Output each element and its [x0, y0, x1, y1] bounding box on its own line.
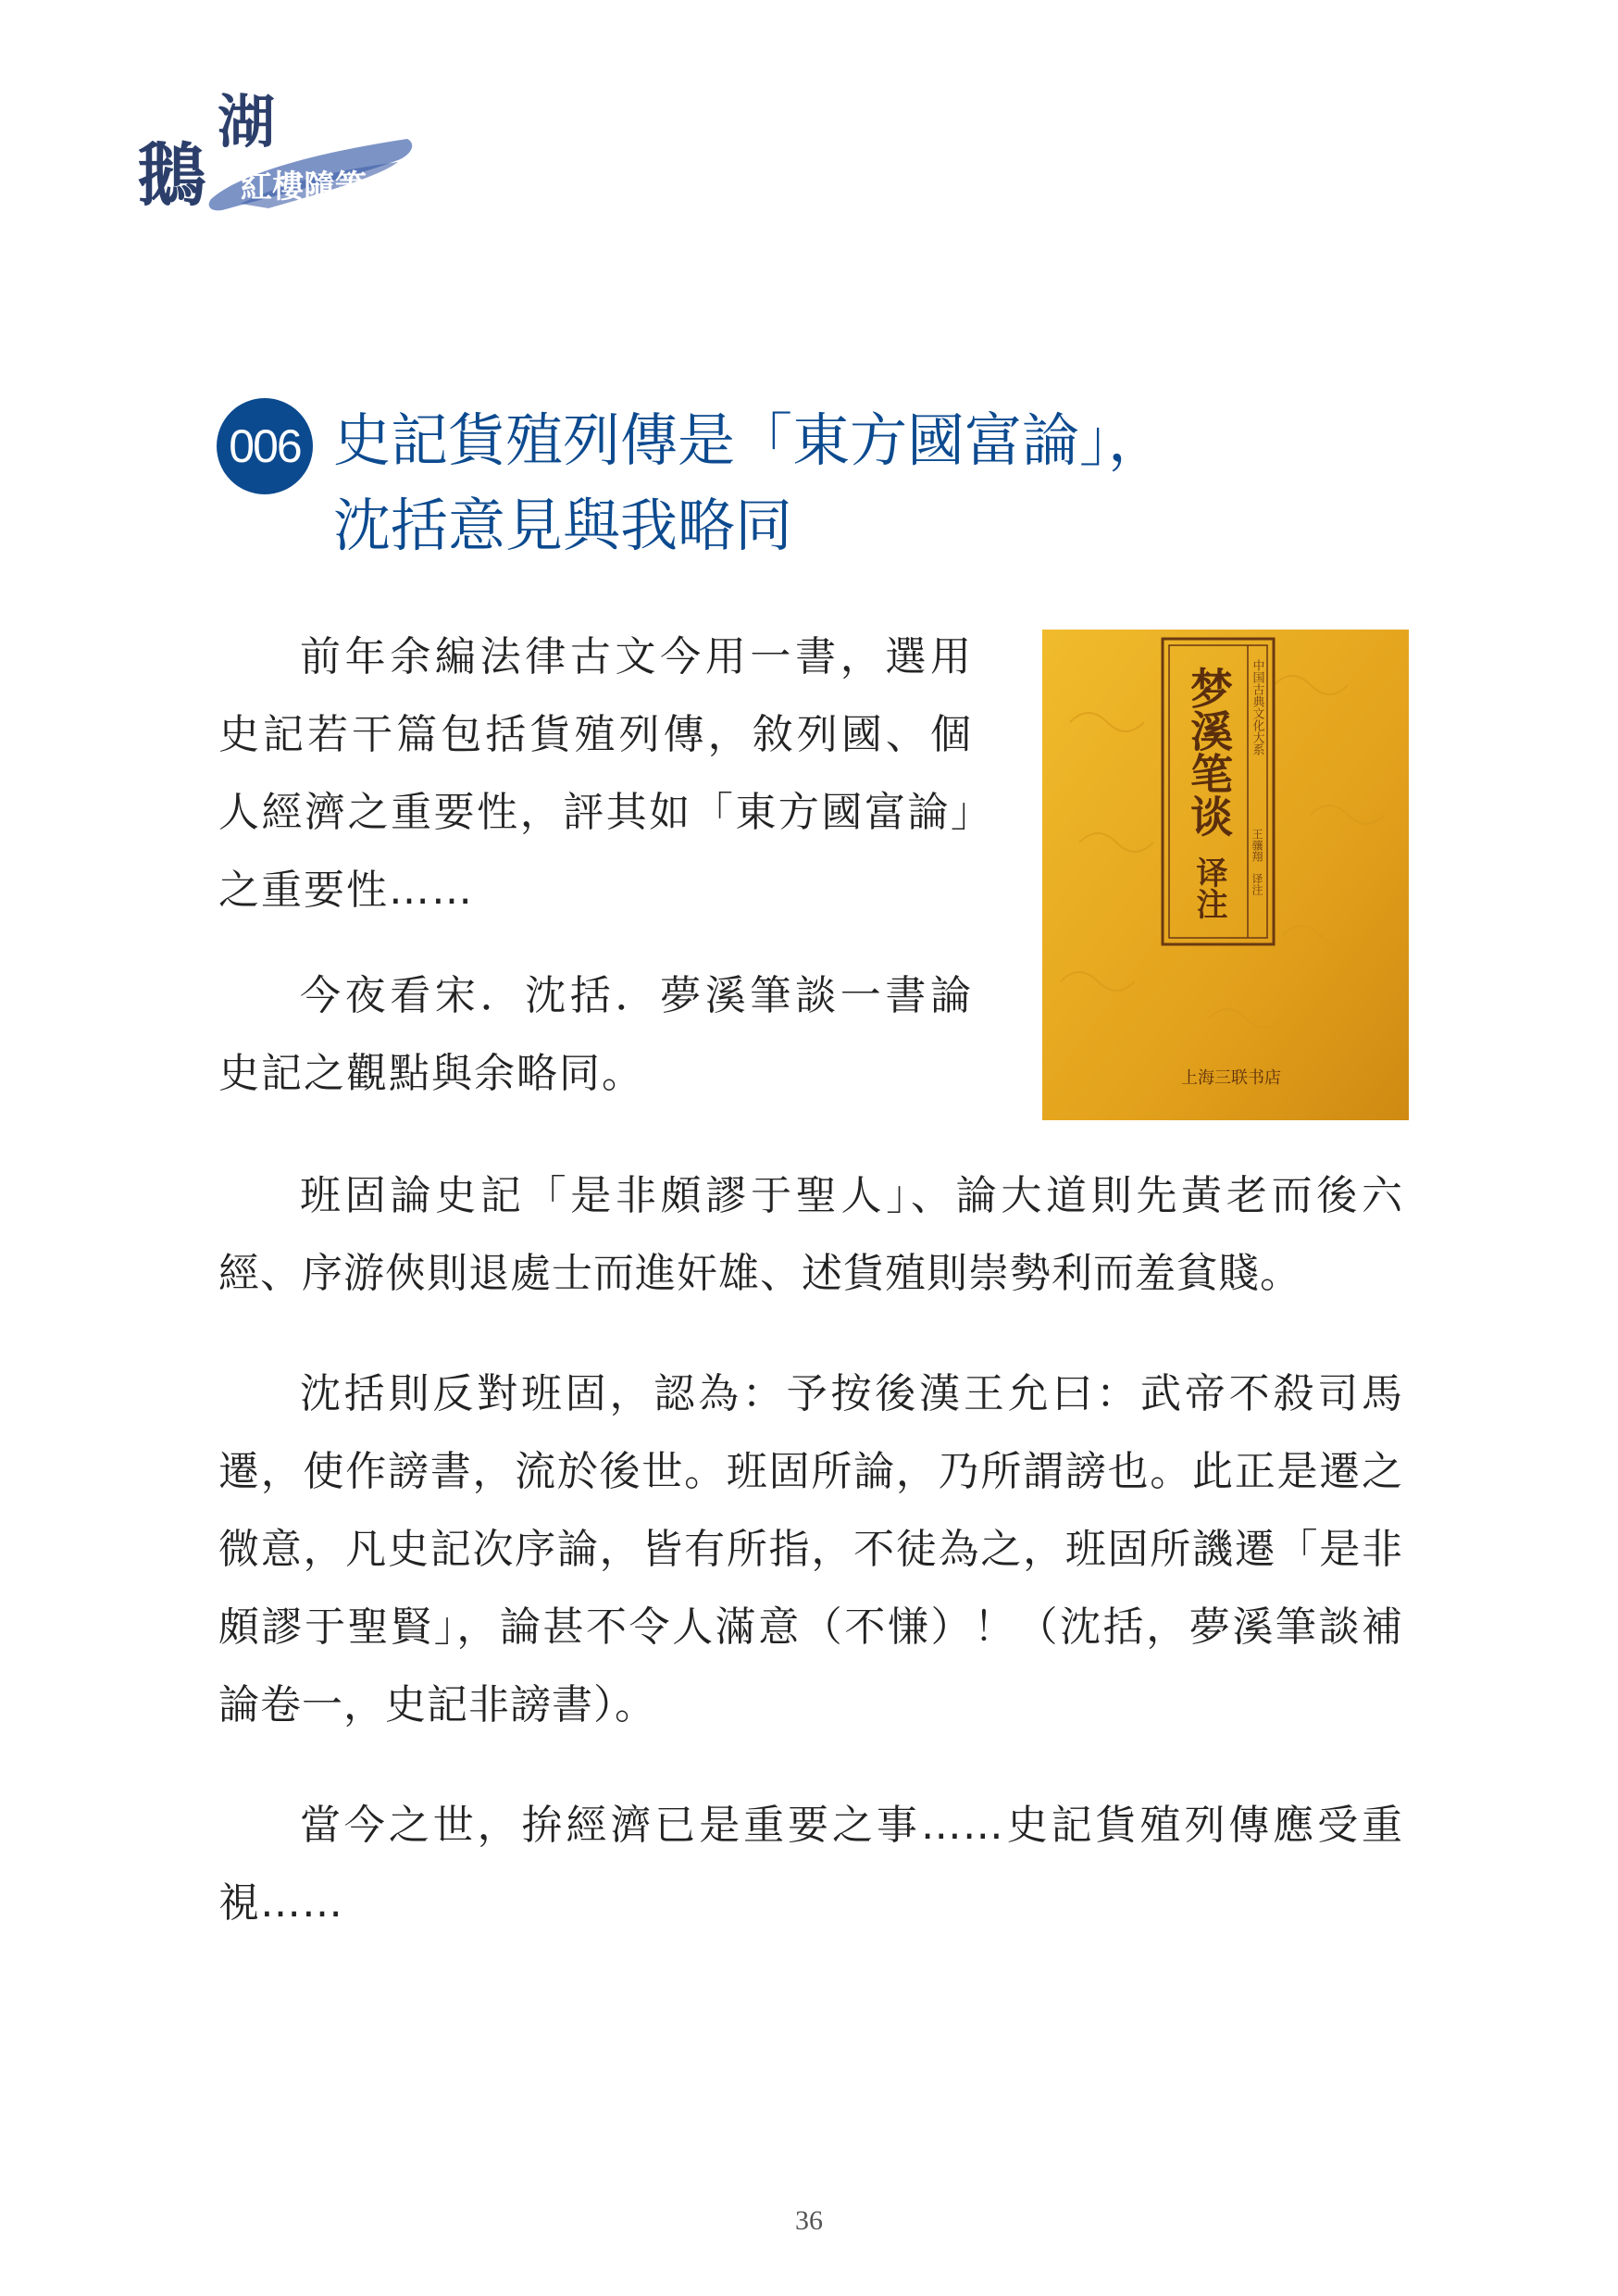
svg-text:湖: 湖: [218, 88, 276, 156]
chapter-number-badge: 006: [217, 398, 313, 494]
book-publisher-text: 上海三联书店: [1181, 1068, 1281, 1088]
page-number: 36: [795, 2205, 823, 2236]
book-subtitle-text: 译注: [1190, 856, 1227, 919]
svg-text:鵝: 鵝: [137, 136, 205, 216]
chapter-title-line: 沈括意見與我略同: [333, 492, 793, 559]
paragraph: 今夜看宋．沈括．夢溪筆談一書論史記之觀點與余略同。: [218, 972, 973, 1097]
paragraph: 當今之世，拚經濟已是重要之事……史記貨殖列傳應受重視……: [218, 1802, 1403, 1927]
chapter-title-line: 史記貨殖列傳是「東方國富論」，: [333, 406, 1166, 474]
book-editor-text: 王骧翔 译注: [1251, 829, 1263, 895]
book-series-text: 中国古典文化大系: [1250, 659, 1264, 755]
series-logo: [130, 88, 426, 227]
brush-logo-graphic: [130, 88, 426, 227]
intro-text: [218, 618, 973, 1113]
paragraph: 沈括則反對班固，認為：予按後漢王允曰：武帝不殺司馬遷，使作謗書，流於後世。班固所論，乃所謂謗也。此正是遷之微意，凡史記次序論，皆有所指，不徒為之，班固所譏遷「是非頗謬于聖賢」，論甚不令人滿意（不慊）！（沈括，夢溪筆談補論卷一，史記非謗書）。: [218, 1370, 1403, 1728]
main-text: [218, 1157, 1403, 1942]
book-cover-image: [1042, 630, 1409, 1120]
book-title-text: 梦溪笔谈: [1184, 667, 1234, 837]
paragraph: 前年余編法律古文今用一書，選用史記若干篇包括貨殖列傳，敘列國、個人經濟之重要性，評其如「東方國富論」之重要性……: [218, 633, 973, 914]
paragraph: 班固論史記「是非頗謬于聖人」、論大道則先黃老而後六經、序游俠則退處士而進奸雄、述貨殖則崇勢利而羞貧賤。: [218, 1172, 1403, 1297]
svg-text:紅樓隨筆: 紅樓隨筆: [241, 168, 367, 206]
book-cover-graphic: [1042, 630, 1409, 1120]
chapter-title: [333, 398, 1407, 568]
